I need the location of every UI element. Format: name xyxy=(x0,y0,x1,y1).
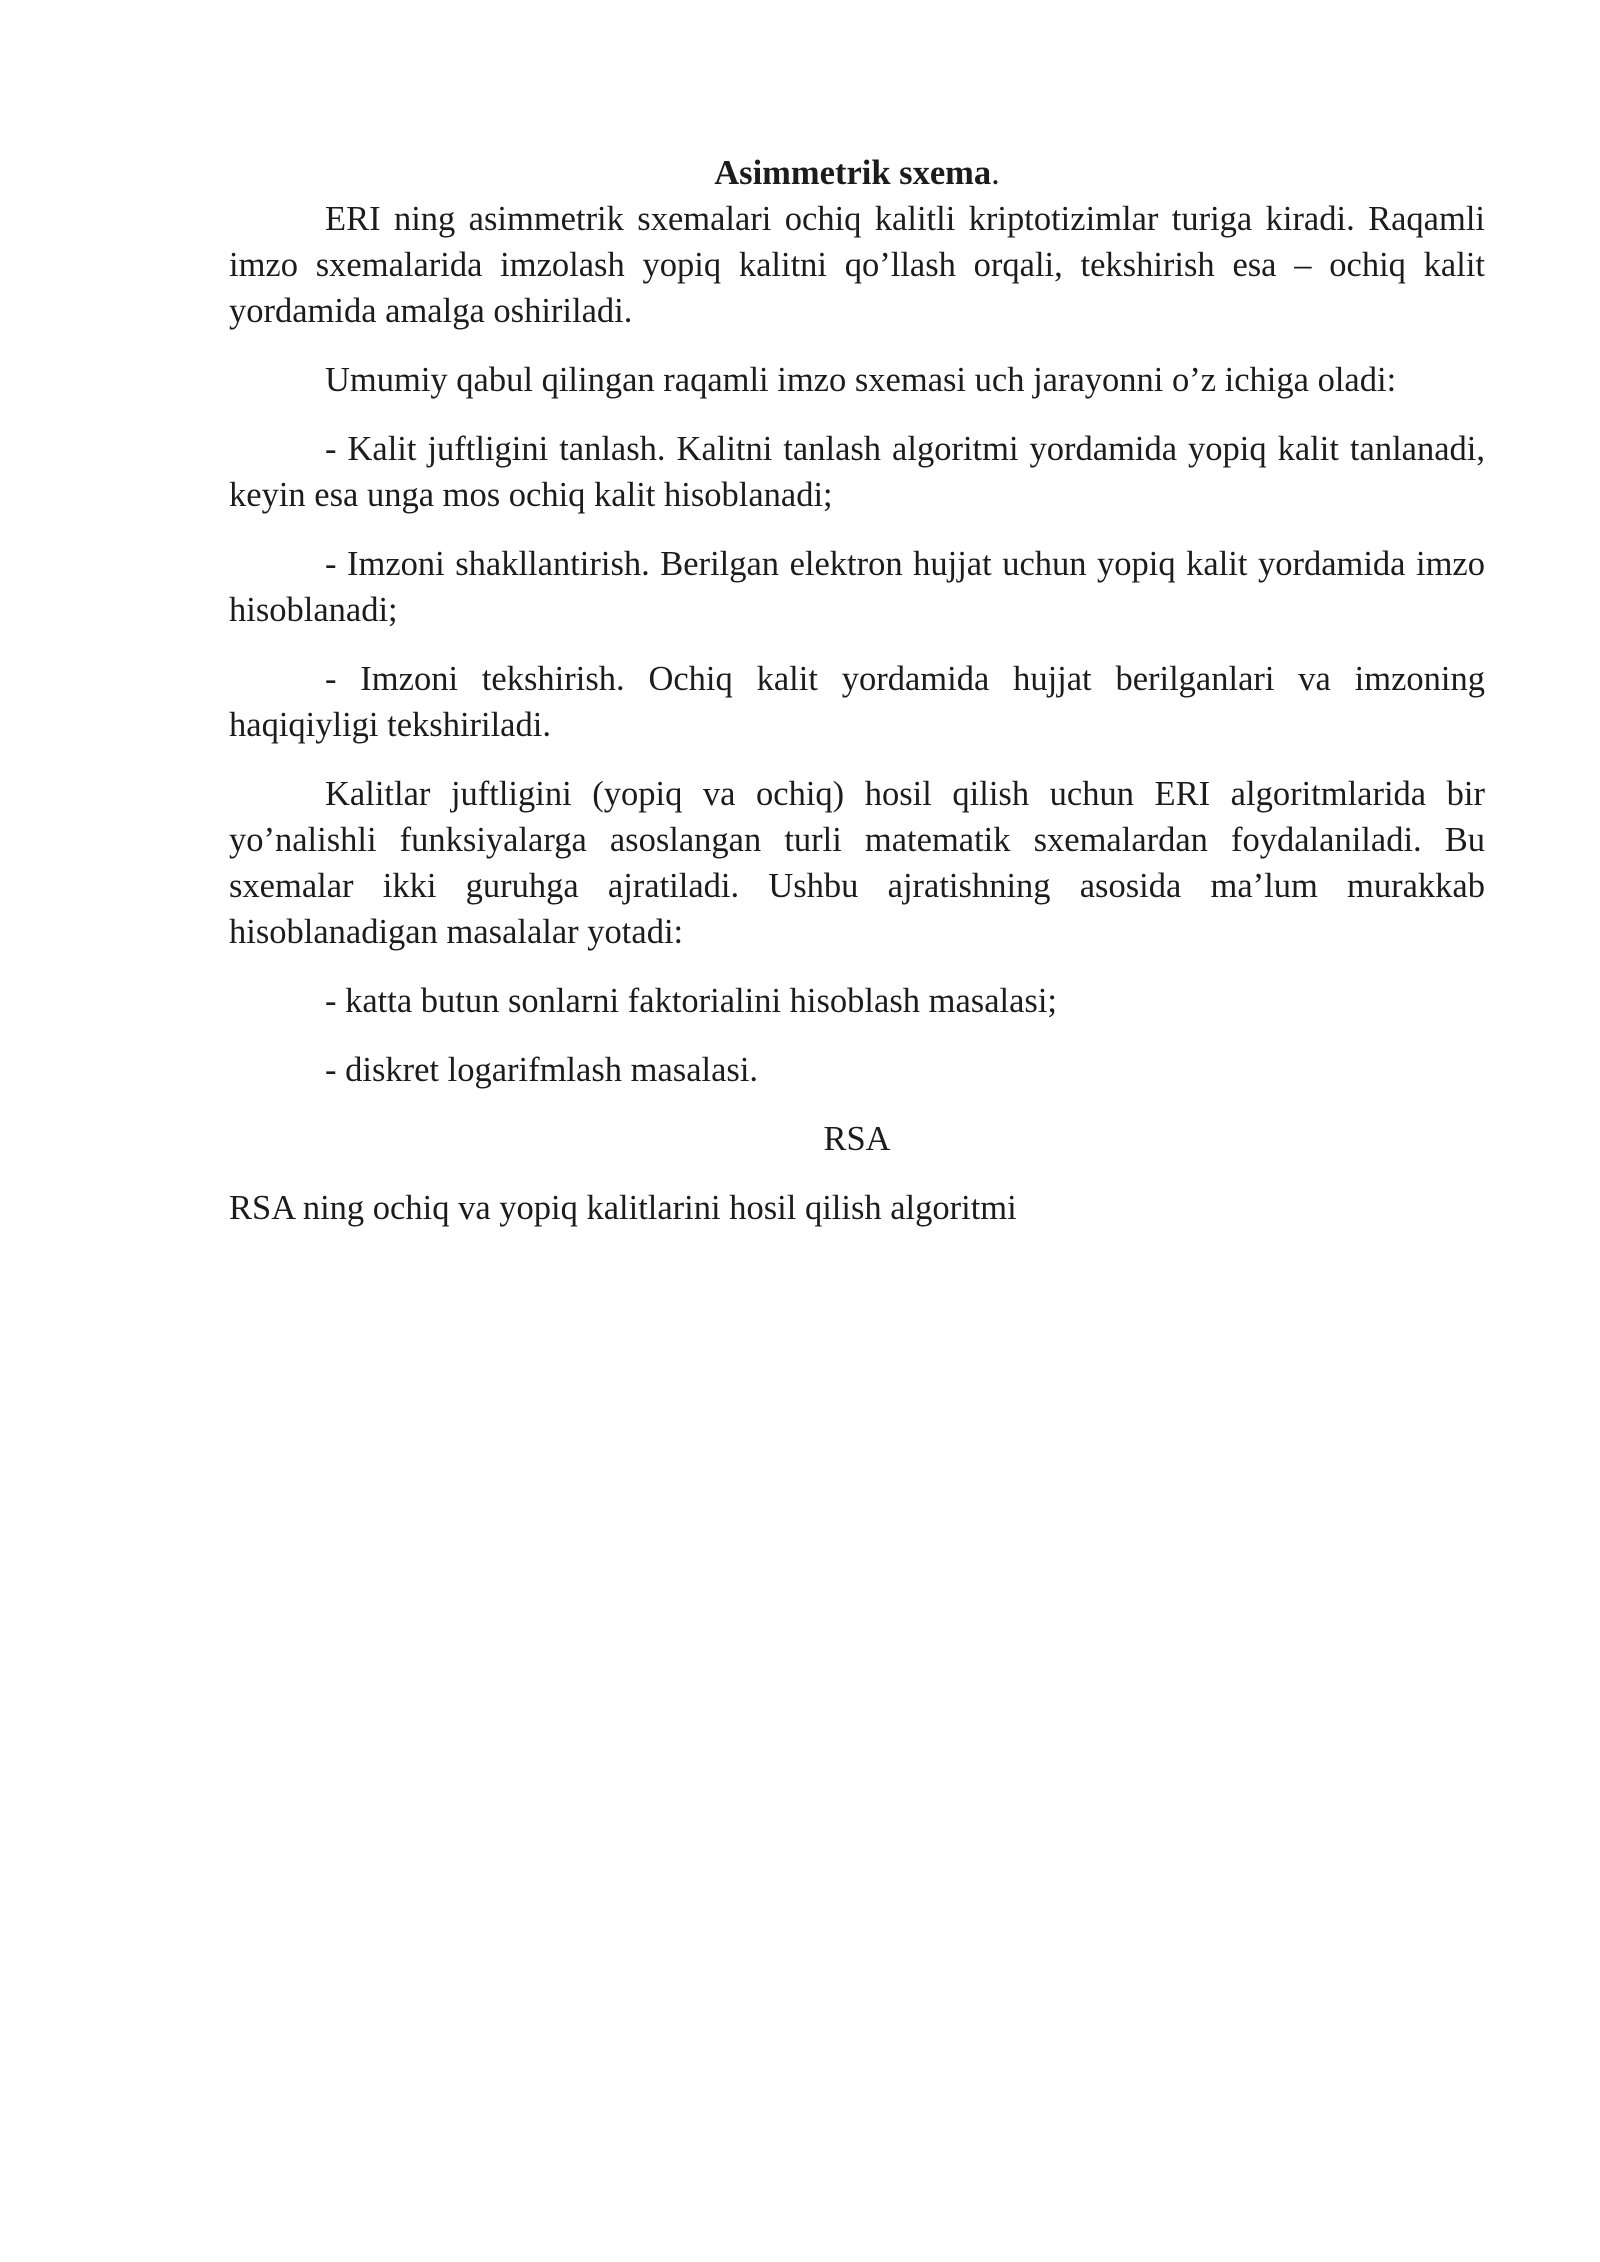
section-title xyxy=(229,150,1485,196)
section-title-tail: . xyxy=(991,154,1000,192)
paragraph-processes: Umumiy qabul qilingan raqamli imzo sxemasi uch jarayonni o’z ichiga oladi: xyxy=(325,361,1397,399)
section-title-bold: Asimmetrik sxema xyxy=(714,154,992,192)
paragraph-intro: ERI ning asimmetrik sxemalari ochiq kalitli kriptotizimlar turiga kiradi. Raqamli imzo sxemalarida imzolash yopiq kalitni qo’llash orqali, tekshirish esa – ochiq kalit yordamida amalga oshiriladi. xyxy=(229,200,1485,330)
list-item-factorization: - katta butun sonlarni faktorialini hisoblash masalasi; xyxy=(325,982,1058,1020)
closing-line: RSA ning ochiq va yopiq kalitlarini hosil qilish algoritmi xyxy=(229,1189,1017,1227)
document-page xyxy=(229,150,1485,1254)
subheading-rsa: RSA xyxy=(823,1120,891,1158)
paragraph-key-generation: Kalitlar juftligini (yopiq va ochiq) hosil qilish uchun ERI algoritmlarida bir yo’nalishli funksiyalarga asoslangan turli matematik sxemalardan foydalaniladi. Bu sxemalar ikki guruhga ajratiladi. Ushbu ajratishning asosida ma’lum murakkab hisoblanadigan masalalar yotadi: xyxy=(229,775,1485,951)
list-item-verification: - Imzoni tekshirish. Ochiq kalit yordamida hujjat berilganlari va imzoning haqiqiyligi tekshiriladi. xyxy=(229,660,1485,744)
list-item-key-pair: - Kalit juftligini tanlash. Kalitni tanlash algoritmi yordamida yopiq kalit tanlanadi, keyin esa unga mos ochiq kalit hisoblanadi; xyxy=(229,430,1485,514)
list-item-discrete-log: - diskret logarifmlash masalasi. xyxy=(325,1051,759,1089)
list-item-signing: - Imzoni shakllantirish. Berilgan elektron hujjat uchun yopiq kalit yordamida imzo hisoblanadi; xyxy=(229,545,1485,629)
